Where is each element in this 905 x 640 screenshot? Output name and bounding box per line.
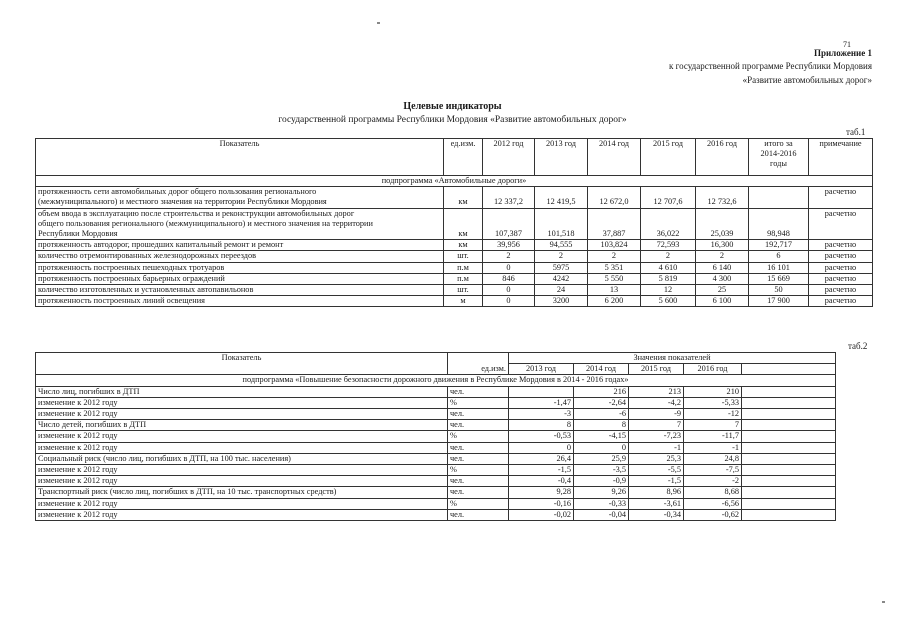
value-total: 98,948 [749,208,809,240]
value-2013: -0,4 [509,476,574,487]
value-2015: 5 819 [641,273,696,284]
empty-cell [742,465,836,476]
value-2016: 12 732,6 [696,187,749,208]
unit-cell: % [448,465,509,476]
value-2016: 4 300 [696,273,749,284]
indicator-cell [36,187,444,208]
value-2014: 103,824 [588,240,641,251]
value-2015: -1,5 [629,476,684,487]
appendix-title: Приложение 1 [813,48,872,58]
table1-header-row [36,139,873,176]
value-2015: 4 610 [641,262,696,273]
value-2014: -2,64 [574,397,629,408]
unit-cell: п.м [444,262,483,273]
table-row [36,409,836,420]
indicator-cell: изменение к 2012 году [36,431,448,442]
value-2016: 24,8 [684,453,742,464]
empty-cell [742,442,836,453]
header-2015: 2015 год [629,364,684,375]
value-2015: 12 707,6 [641,187,696,208]
note-cell: расчетно [809,240,873,251]
value-2015: 7 [629,420,684,431]
value-2013: -1,5 [509,465,574,476]
header-2016: 2016 год [696,139,749,176]
value-2016: -7,5 [684,465,742,476]
indicator-cell: количество изготовленных и установленных автопавильонов [36,285,444,296]
indicator-cell: протяженность построенных барьерных ограждений [36,273,444,284]
value-2015: 5 600 [641,296,696,307]
indicator-cell: протяженность построенных линий освещения [36,296,444,307]
unit-cell: чел. [448,420,509,431]
indicator-line: протяженность сети автомобильных дорог общего пользования регионального [38,187,317,197]
table-row [36,509,836,520]
header-unit: ед.изм. [448,364,509,375]
indicator-line: Республики Мордовия [38,229,118,239]
empty-cell [742,476,836,487]
empty-cell [742,409,836,420]
empty-cell [742,386,836,397]
value-2012: 12 337,2 [483,187,535,208]
table-row [36,476,836,487]
value-total: 6 [749,251,809,262]
unit-cell: м [444,296,483,307]
value-total: 192,717 [749,240,809,251]
unit-cell: чел. [448,442,509,453]
value-2015: 25,3 [629,453,684,464]
value-2013: -0,02 [509,509,574,520]
value-2013 [509,386,574,397]
header-total-line1: итого за [764,139,793,148]
note-cell: расчетно [809,262,873,273]
value-2013: -3 [509,409,574,420]
value-2016: 8,68 [684,487,742,498]
table1-label: таб.1 [846,127,866,137]
value-2013: 24 [535,285,588,296]
table-row [36,240,873,251]
value-2014: -0,9 [574,476,629,487]
value-2012: 0 [483,285,535,296]
value-2013: 4242 [535,273,588,284]
value-2013: 0 [509,442,574,453]
table-row [36,431,836,442]
value-2012: 0 [483,262,535,273]
value-2016: -0,62 [684,509,742,520]
value-2014: 12 672,0 [588,187,641,208]
targets-table-road-safety [35,352,836,521]
unit-cell: % [448,397,509,408]
scan-speck [377,22,380,24]
section-title: подпрограмма «Автомобильные дороги» [36,176,873,187]
value-2014: 25,9 [574,453,629,464]
value-2014: 6 200 [588,296,641,307]
value-2012: 0 [483,296,535,307]
section-title: подпрограмма «Повышение безопасности дорожного движения в Республике Мордовия в 2014 - 2016 годах» [36,375,836,386]
value-2014: 216 [574,386,629,397]
value-2015: -3,61 [629,498,684,509]
table2-section-row [36,375,836,386]
page-number: 71 [843,40,851,49]
value-2015: -9 [629,409,684,420]
appendix-reference-line2: «Развитие автомобильных дорог» [742,75,872,85]
value-2015: 213 [629,386,684,397]
unit-cell: чел. [448,509,509,520]
unit-cell: % [448,431,509,442]
table-row [36,296,873,307]
table-row [36,453,836,464]
header-total [749,139,809,176]
value-2016: 2 [696,251,749,262]
table-row [36,187,873,208]
header-empty [742,364,836,375]
value-2016: -6,56 [684,498,742,509]
table-row [36,487,836,498]
value-2013: 26,4 [509,453,574,464]
value-2015: 36,022 [641,208,696,240]
targets-table-roads [35,138,873,307]
indicator-cell: изменение к 2012 году [36,498,448,509]
value-2015: 2 [641,251,696,262]
header-2013: 2013 год [535,139,588,176]
empty-cell [742,453,836,464]
value-2013: 8 [509,420,574,431]
value-total: 16 101 [749,262,809,273]
table-row [36,262,873,273]
unit-cell: % [448,498,509,509]
value-2013: 9,28 [509,487,574,498]
empty-cell [742,431,836,442]
indicator-cell [36,208,444,240]
header-unit-top [448,353,509,364]
value-2014: -6 [574,409,629,420]
value-2016: -2 [684,476,742,487]
header-2013: 2013 год [509,364,574,375]
value-2014: 0 [574,442,629,453]
value-2012: 2 [483,251,535,262]
unit-cell: чел. [448,487,509,498]
value-2012: 107,387 [483,208,535,240]
note-cell: расчетно [809,273,873,284]
indicator-line: общего пользования регионального (межмуниципального) и местного значения на территории [38,218,373,228]
unit-cell: шт. [444,285,483,296]
header-2014: 2014 год [574,364,629,375]
value-2012: 846 [483,273,535,284]
value-2013: 94,555 [535,240,588,251]
value-2016: 6 140 [696,262,749,273]
indicator-cell: изменение к 2012 году [36,476,448,487]
empty-cell [742,509,836,520]
value-2013: -0,53 [509,431,574,442]
value-2015: -5,5 [629,465,684,476]
value-2016: -11,7 [684,431,742,442]
table-row [36,273,873,284]
header-2012: 2012 год [483,139,535,176]
table2-label: таб.2 [848,341,868,351]
unit-cell: км [444,208,483,240]
indicator-cell: протяженность автодорог, прошедших капитальный ремонт и ремонт [36,240,444,251]
value-2012: 39,956 [483,240,535,251]
indicator-cell: Транспортный риск (число лиц, погибших в ДТП, на 10 тыс. транспортных средств) [36,487,448,498]
value-total: 17 900 [749,296,809,307]
value-2014: 37,887 [588,208,641,240]
indicator-cell: изменение к 2012 году [36,397,448,408]
table-row [36,208,873,240]
value-2013: 101,518 [535,208,588,240]
header-indicator: Показатель [36,353,448,375]
value-2013: -0,16 [509,498,574,509]
header-note: примечание [809,139,873,176]
value-2015: 8,96 [629,487,684,498]
indicator-line: объем ввода в эксплуатацию после строительства и реконструкции автомобильных дорог [38,208,355,218]
value-2016: 25 [696,285,749,296]
indicator-line: (межмуниципального) и местного значения на территории Республики Мордовия [38,197,327,207]
document-subtitle: государственной программы Республики Мордовия «Развитие автомобильных дорог» [278,115,627,125]
indicator-cell: Число лиц, погибших в ДТП [36,386,448,397]
note-cell: расчетно [809,285,873,296]
value-2013: 12 419,5 [535,187,588,208]
value-2014: 9,26 [574,487,629,498]
value-2015: -1 [629,442,684,453]
header-total-line2: 2014-2016 [760,149,797,159]
header-2015: 2015 год [641,139,696,176]
value-2013: 5975 [535,262,588,273]
value-total: 50 [749,285,809,296]
value-2014: 8 [574,420,629,431]
value-2014: -4,15 [574,431,629,442]
indicator-cell: изменение к 2012 году [36,442,448,453]
unit-cell: км [444,187,483,208]
note-cell: расчетно [809,296,873,307]
value-2014: -0,04 [574,509,629,520]
table-row [36,442,836,453]
value-2013: -1,47 [509,397,574,408]
value-2016: 6 100 [696,296,749,307]
indicator-cell: протяженность построенных пешеходных тротуаров [36,262,444,273]
value-2016: 25,039 [696,208,749,240]
table-row [36,285,873,296]
empty-cell [742,487,836,498]
value-2014: 5 351 [588,262,641,273]
value-2016: 7 [684,420,742,431]
header-values-group: Значения показателей [509,353,836,364]
header-2016: 2016 год [684,364,742,375]
value-2015: 12 [641,285,696,296]
value-2015: -4,2 [629,397,684,408]
value-2016: -12 [684,409,742,420]
value-2014: 13 [588,285,641,296]
unit-cell: чел. [448,453,509,464]
value-2013: 3200 [535,296,588,307]
header-unit: ед.изм. [444,139,483,176]
header-total-line3: годы [770,159,787,169]
indicator-cell: изменение к 2012 году [36,409,448,420]
document-title: Целевые индикаторы [403,101,502,112]
value-2016: 16,300 [696,240,749,251]
value-2016: 210 [684,386,742,397]
value-2014: -3,5 [574,465,629,476]
indicator-cell: Число детей, погибших в ДТП [36,420,448,431]
empty-cell [742,420,836,431]
note-cell: расчетно [809,251,873,262]
table-row [36,465,836,476]
appendix-reference-line1: к государственной программе Республики Мордовия [669,61,872,71]
unit-cell: п.м [444,273,483,284]
empty-cell [742,397,836,408]
value-2013: 2 [535,251,588,262]
table2-header-row [36,353,836,364]
table1-section-row [36,176,873,187]
note-cell: расчетно [809,208,873,240]
table-row [36,397,836,408]
header-indicator: Показатель [36,139,444,176]
indicator-cell: изменение к 2012 году [36,509,448,520]
indicator-cell: Социальный риск (число лиц, погибших в ДТП, на 100 тыс. населения) [36,453,448,464]
unit-cell: чел. [448,386,509,397]
indicator-cell: изменение к 2012 году [36,465,448,476]
value-2015: -7,23 [629,431,684,442]
unit-cell: чел. [448,476,509,487]
empty-cell [742,498,836,509]
value-2015: -0,34 [629,509,684,520]
table-row [36,251,873,262]
unit-cell: чел. [448,409,509,420]
header-2014: 2014 год [588,139,641,176]
value-total [749,187,809,208]
value-total: 15 669 [749,273,809,284]
table-row [36,498,836,509]
indicator-cell: количество отремонтированных железнодорожных переездов [36,251,444,262]
scan-speck [882,601,885,603]
unit-cell: км [444,240,483,251]
value-2016: -5,33 [684,397,742,408]
unit-cell: шт. [444,251,483,262]
note-cell: расчетно [809,187,873,208]
table-row [36,420,836,431]
value-2015: 72,593 [641,240,696,251]
table-row [36,386,836,397]
value-2014: 5 550 [588,273,641,284]
value-2014: -0,33 [574,498,629,509]
value-2016: -1 [684,442,742,453]
value-2014: 2 [588,251,641,262]
